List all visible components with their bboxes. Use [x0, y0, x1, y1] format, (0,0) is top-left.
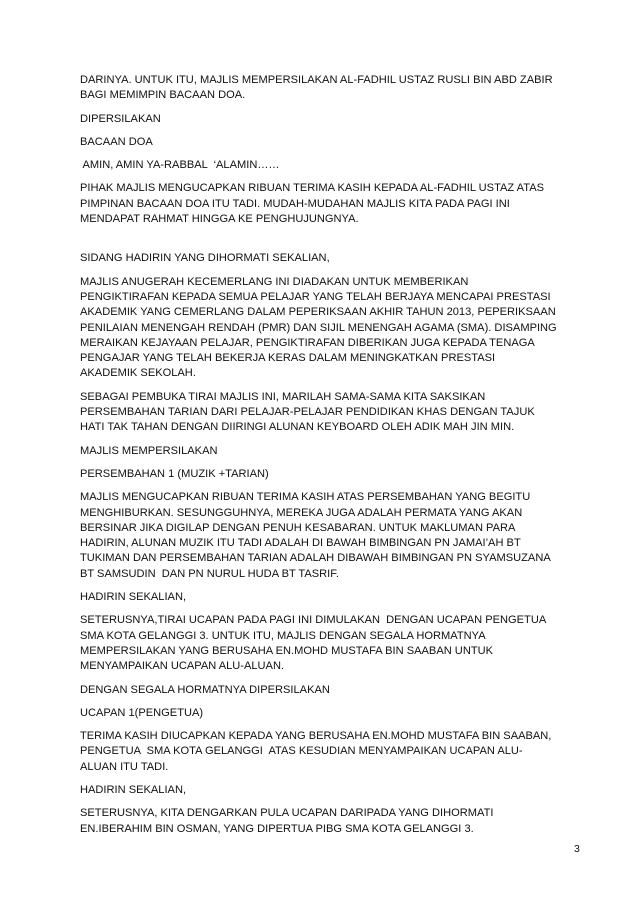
text-line: PERSEMBAHAN 1 (MUZIK +TARIAN) [80, 467, 269, 480]
text-line: MERAIKAN KEJAYAAN PELAJAR, PENGIKTIRAFAN DIBERIKAN JUGA KEPADA TENAGA [80, 336, 535, 349]
text-line: DIPERSILAKAN [80, 112, 161, 125]
document-body [80, 73, 600, 845]
paragraph-majlis-anugerah [80, 275, 600, 382]
paragraph-bacaan-doa [80, 135, 600, 150]
text-line: HADIRIN SEKALIAN, [80, 591, 187, 604]
text-line: MENGHIBURKAN. SESUNGGUHNYA, MEREKA JUGA ADALAH PERMATA YANG AKAN [80, 506, 523, 519]
text-line: TUKIMAN DAN PERSEMBAHAN TARIAN ADALAH DIBAWAH BIMBINGAN PN SYAMSUZANA [80, 552, 551, 565]
text-line: HADIRIN SEKALIAN, [80, 783, 187, 796]
text-line: AKADEMIK SEKOLAH. [80, 367, 196, 380]
paragraph-dengan-segala-hormatnya [80, 683, 600, 698]
text-line: BT SAMSUDIN DAN PN NURUL HUDA BT TASRIF. [80, 567, 339, 580]
paragraph-hadirin-sekalian [80, 590, 600, 605]
text-line: ALUAN ITU TADI. [80, 760, 169, 773]
text-line: MAJLIS MENGUCAPKAN RIBUAN TERIMA KASIH ATAS PERSEMBAHAN YANG BEGITU [80, 491, 531, 504]
paragraph-majlis-mempersilakan [80, 444, 600, 459]
text-line: DARINYA. UNTUK ITU, MAJLIS MEMPERSILAKAN AL-FADHIL USTAZ RUSLI BIN ABD ZABIR [80, 74, 553, 86]
text-line: PIHAK MAJLIS MENGUCAPKAN RIBUAN TERIMA KASIH KEPADA AL-FADHIL USTAZ ATAS [80, 182, 544, 195]
text-line: UCAPAN 1(PENGETUA) [80, 706, 204, 719]
text-line: MAJLIS ANUGERAH KECEMERLANG INI DIADAKAN UNTUK MEMBERIKAN [80, 275, 469, 288]
text-line: BACAAN DOA [80, 135, 153, 148]
text-line: SEBAGAI PEMBUKA TIRAI MAJLIS INI, MARILAH SAMA-SAMA KITA SAKSIKAN [80, 390, 486, 403]
paragraph-persembahan-1 [80, 467, 600, 482]
text-line: MENYAMPAIKAN UCAPAN ALU-ALUAN. [80, 660, 285, 673]
text-line: AKADEMIK YANG CEMERLANG DALAM PEPERIKSAAN AKHIR TAHUN 2013, PEPERIKSAAN [80, 306, 556, 319]
text-line: DENGAN SEGALA HORMATNYA DIPERSILAKAN [80, 683, 330, 696]
page-number: 3 [574, 843, 580, 855]
text-line: PENILAIAN MENENGAH RENDAH (PMR) DAN SIJIL MENENGAH AGAMA (SMA). DISAMPING [80, 321, 557, 334]
paragraph-thanks-persembahan [80, 490, 600, 582]
text-line: BERSINAR JIKA DIGILAP DENGAN PENUH KESABARAN. UNTUK MAKLUMAN PARA [80, 521, 516, 534]
paragraph-thanks-doa [80, 181, 600, 227]
paragraph-hadirin-sekalian-2 [80, 783, 600, 798]
text-line: TERIMA KASIH DIUCAPKAN KEPADA YANG BERUSAHA EN.MOHD MUSTAFA BIN SAABAN, [80, 730, 552, 743]
text-line: MENDAPAT RAHMAT HINGGA KE PENGHUJUNGNYA. [80, 213, 359, 226]
text-line: PIMPINAN BACAAN DOA ITU TADI. MUDAH-MUDAHAN MAJLIS KITA PADA PAGI INI [80, 197, 510, 210]
paragraph-tirai-ucapan [80, 613, 600, 674]
text-line: MAJLIS MEMPERSILAKAN [80, 444, 218, 457]
text-line: HATI TAK TAHAN DENGAN DIIRINGI ALUNAN KEYBOARD OLEH ADIK MAH JIN MIN. [80, 421, 515, 434]
text-line: BAGI MEMIMPIN BACAAN DOA. [80, 89, 246, 102]
text-line: PERSEMBAHAN TARIAN DARI PELAJAR-PELAJAR PENDIDIKAN KHAS DENGAN TAJUK [80, 406, 535, 419]
text-line: EN.IBERAHIM BIN OSMAN, YANG DIPERTUA PIBG SMA KOTA GELANGGI 3. [80, 822, 474, 835]
text-line: SIDANG HADIRIN YANG DIHORMATI SEKALIAN, [80, 252, 330, 265]
paragraph-amin [80, 158, 600, 173]
text-line: SETERUSNYA, KITA DENGARKAN PULA UCAPAN DARIPADA YANG DIHORMATI [80, 807, 494, 820]
paragraph-sidang-hadirin [80, 251, 600, 266]
text-line: AMIN, AMIN YA-RABBAL ‘ALAMIN…… [80, 159, 280, 172]
paragraph-thanks-pengetua [80, 729, 600, 775]
paragraph-dipersilakan [80, 112, 600, 127]
text-line: SETERUSNYA,TIRAI UCAPAN PADA PAGI INI DIMULAKAN DENGAN UCAPAN PENGETUA [80, 614, 547, 627]
paragraph-doa-invitation [80, 73, 600, 104]
paragraph-pembuka-tirai [80, 390, 600, 436]
text-line: SMA KOTA GELANGGI 3. UNTUK ITU, MAJLIS DENGAN SEGALA HORMATNYA [80, 629, 486, 642]
text-line: PENGAJAR YANG TELAH BEKERJA KERAS DALAM MENINGKATKAN PRESTASI [80, 352, 496, 365]
text-line: PENGETUA SMA KOTA GELANGGI ATAS KESUDIAN MENYAMPAIKAN UCAPAN ALU- [80, 745, 523, 758]
paragraph-ucapan-pibg [80, 806, 600, 837]
text-line: HADIRIN, ALUNAN MUZIK ITU TADI ADALAH DI BAWAH BIMBINGAN PN JAMAI’AH BT [80, 537, 521, 550]
blank-line [80, 235, 600, 251]
text-line: PENGIKTIRAFAN KEPADA SEMUA PELAJAR YANG TELAH BERJAYA MENCAPAI PRESTASI [80, 290, 551, 303]
text-line: MEMPERSILAKAN YANG BERUSAHA EN.MOHD MUSTAFA BIN SAABAN UNTUK [80, 644, 494, 657]
paragraph-ucapan-1 [80, 706, 600, 721]
